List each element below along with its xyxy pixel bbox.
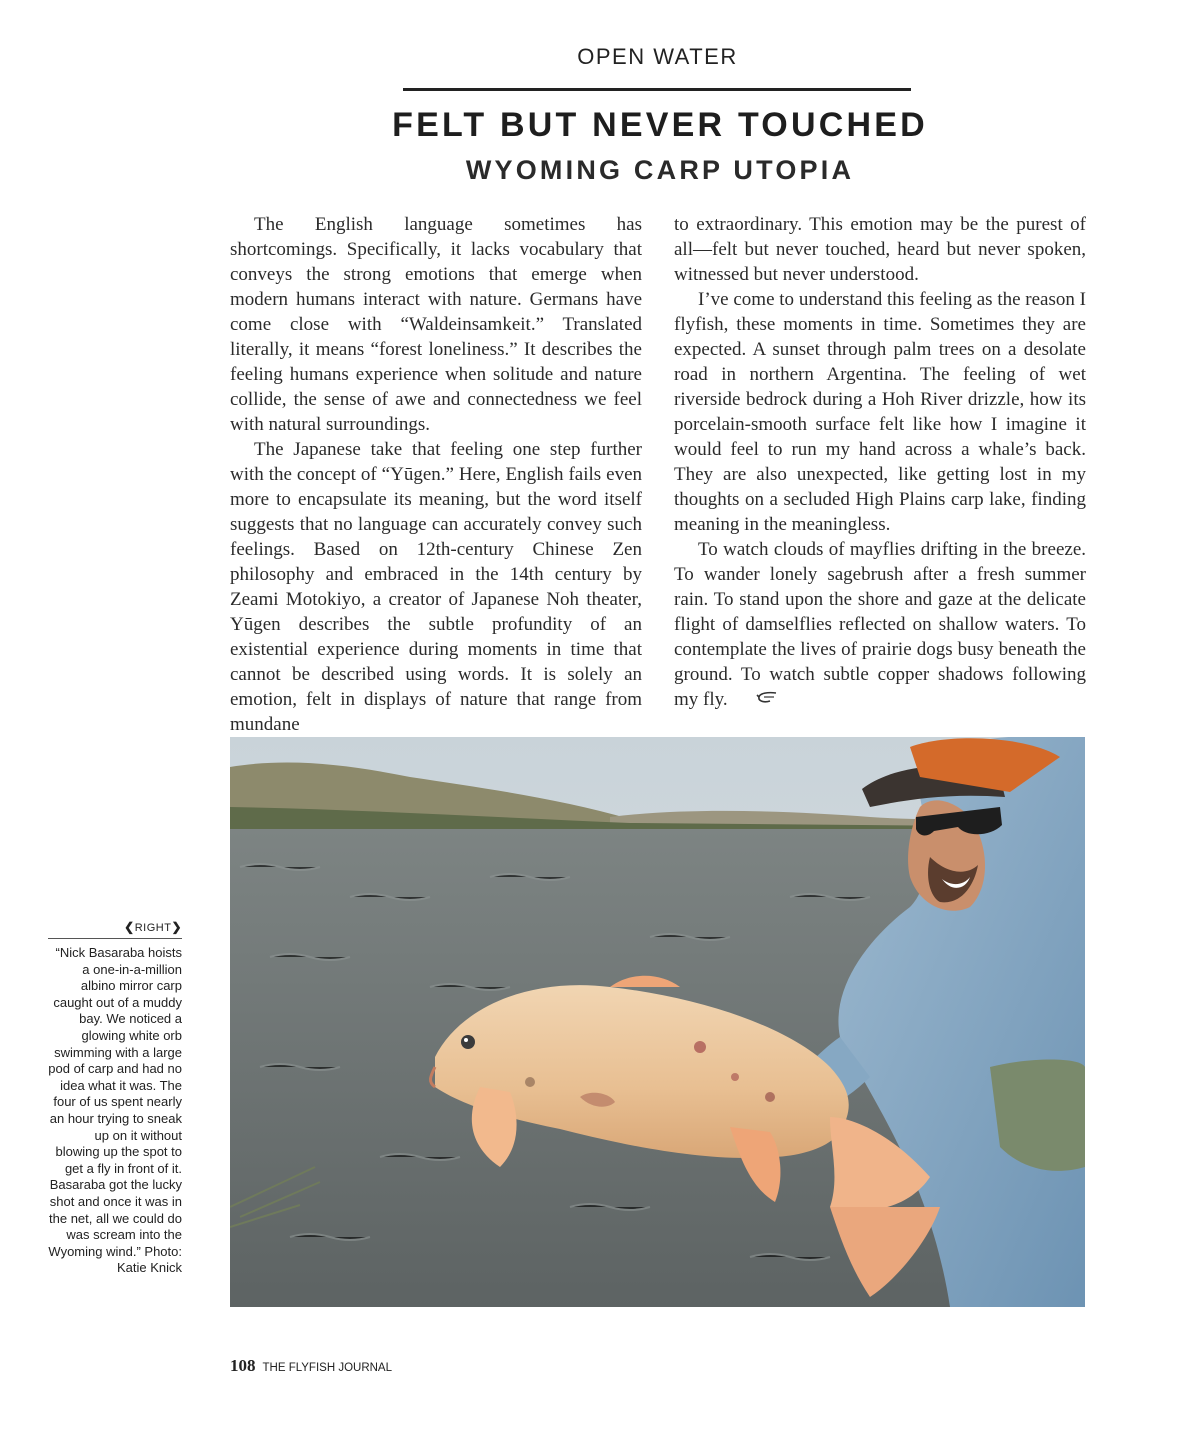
paragraph: I’ve come to understand this feeling as the reason I flyfish, these moments in time. Sometimes they are expected. A sunset through palm trees on a desolate road in northern Argentina. The feeling of wet riverside bedrock during a Hoh River drizzle, how its porcelain-smooth surface felt like how I imagine it would feel to run my hand across a whale’s back. They are also unexpected, like getting lost in my thoughts on a secluded High Plains carp lake, finding meaning in the meaningless.	[674, 289, 1086, 535]
section-label: OPEN WATER	[577, 44, 738, 69]
article-title: FELT BUT NEVER TOUCHED	[392, 106, 928, 144]
article-column-left	[230, 212, 642, 737]
paragraph-last	[674, 537, 1086, 712]
caption-direction-tag	[48, 920, 182, 939]
paragraph-text: To watch clouds of mayflies drifting in the breeze. To wander lonely sagebrush after a fresh summer rain. To stand upon the shore and gaze at the delicate flight of damselflies reflected on shallow waters. To contemplate the lives of prairie dogs busy beneath the ground. To watch subtle copper shadows following my fly.	[674, 539, 1086, 710]
caption-body	[48, 945, 182, 1277]
carp-photo	[230, 737, 1085, 1307]
caption-text: “Nick Basaraba hoists a one-in-a-million albino mirror carp caught out of a muddy bay. We noticed a glowing white orb swimming with a large pod of carp and had no idea what it was. The four of us spent nearly an hour trying to sneak up on it without blowing up the spot to get a fly in front of it. Basaraba got the lucky shot and once it was in the net, all we could do was scream into the Wyoming wind.”	[48, 945, 182, 1259]
article-column-right	[674, 212, 1086, 712]
page-number: 108	[230, 1356, 256, 1375]
arrow-right-icon: ❯	[171, 920, 182, 934]
carp-photo-illustration	[230, 737, 1085, 1307]
publication-name: THE FLYFISH JOURNAL	[262, 1362, 392, 1374]
page-footer	[230, 1356, 392, 1376]
photo-credit: Photo: Katie Knick	[116, 1243, 182, 1276]
paragraph: The Japanese take that feeling one step further with the concept of “Yūgen.” Here, English fails even more to encapsulate its meaning, but the word itself suggests that no language can accurately convey such feelings. Based on 12th-century Chinese Zen philosophy and embraced in the 14th century by Zeami Motokiyo, a creator of Japanese Noh theater, Yūgen describes the subtle profundity of an existential experience during moments in time that cannot be described using words. It is solely an emotion, felt in displays of nature that range from mundane	[230, 439, 642, 735]
header-rule	[403, 88, 911, 91]
paragraph: The English language sometimes has shortcomings. Specifically, it lacks vocabulary that conveys the strong emotions that emerge when modern humans interact with nature. Germans have come close with “Waldeinsamkeit.” Translated literally, it means “forest loneliness.” It describes the feeling humans experience when solitude and nature collide, the sense of awe and connectedness we feel with natural surroundings.	[230, 214, 642, 435]
article-subtitle: WYOMING CARP UTOPIA	[465, 155, 855, 185]
photo-caption	[48, 920, 182, 1277]
arrow-left-icon: ❮	[124, 920, 135, 934]
paragraph: to extraordinary. This emotion may be the purest of all—felt but never touched, heard but never spoken, witnessed but never understood.	[674, 214, 1086, 285]
caption-tag-text: RIGHT	[134, 922, 172, 934]
fly-hook-icon	[732, 687, 778, 712]
